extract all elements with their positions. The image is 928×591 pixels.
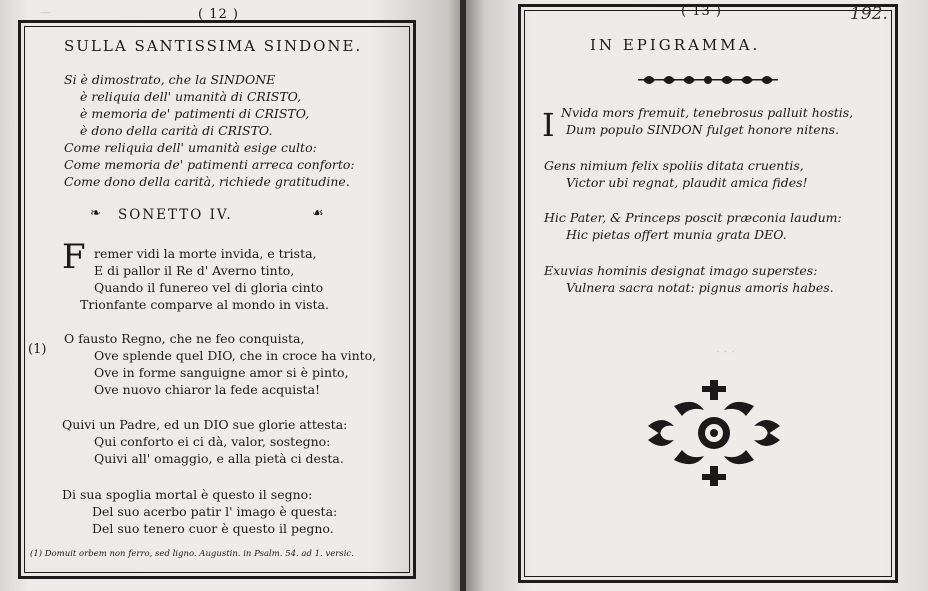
right-page-title: IN EPIGRAMMA. (590, 36, 761, 54)
intro-line-1: Si è dimostrato, che la SINDONE (64, 72, 276, 87)
intro-line-7: Come dono della carità, richiede gratitudine. (64, 174, 350, 189)
stanza2-line-2: Ove splende quel DIO, che in croce ha vinto, (94, 348, 377, 363)
footnote-marker: (1) (28, 342, 47, 357)
stanza1-line-2: E di pallor il Re d' Averno tinto, (94, 263, 295, 278)
couplet4-line-1: Exuvias hominis designat imago superstes: (544, 263, 818, 278)
stanza4-line-3: Del suo tenero cuor è questo il pegno. (92, 521, 334, 536)
stanza3-line-1: Quivi un Padre, ed un DIO sue glorie attesta: (62, 417, 348, 432)
intro-line-2: è reliquia dell' umanità di CRISTO, (80, 89, 302, 104)
sonetto-title: SONETTO IV. (118, 207, 233, 223)
header-ornament-icon (638, 70, 778, 90)
couplet4-line-2: Vulnera sacra notat: pignus amoris habes. (566, 280, 834, 295)
intro-line-4: è dono della carità di CRISTO. (80, 123, 273, 138)
left-page-number: ( 12 ) (198, 7, 239, 22)
right-page: ( 13 ) 192. IN EPIGRAMMA. I Nvida mors fremuit, tenebrosus palluit hostis, Dum populo SINDON fulget honore nitens. Gens nimium felix spoliis ditata cruentis, Victor ubi regnat, plaudit amica fides! Hic Pater, & Princeps poscit præconia laudum: Hic pietas offert munia grata DEO. Exuvias hominis designat imago superstes: Vulnera sacra notat: pignus amoris habes. · · · (466, 0, 928, 591)
stanza4-line-1: Di sua spoglia mortal è questo il segno: (62, 487, 313, 502)
handwritten-folio-number: 192. (850, 4, 888, 24)
tailpiece-ornament-icon (644, 378, 784, 488)
right-fleuron-icon: ☙ (312, 206, 324, 221)
intro-line-5: Come reliquia dell' umanità esige culto: (64, 140, 317, 155)
stanza1-line-1: remer vidi la morte invida, e trista, (94, 246, 317, 261)
intro-line-3: è memoria de' patimenti di CRISTO, (80, 106, 310, 121)
stanza1-line-3: Quando il funereo vel di gloria cinto (94, 280, 324, 295)
footnote: (1) Domuit orbem non ferro, sed ligno. Augustin. in Psalm. 54. ad 1. versic. (30, 549, 354, 559)
couplet1-line-1: Nvida mors fremuit, tenebrosus palluit hostis, (561, 105, 854, 120)
couplet3-line-2: Hic pietas offert munia grata DEO. (566, 227, 787, 242)
epigram-dropcap: I (542, 106, 555, 144)
sonetto-dropcap: F (62, 237, 86, 277)
stanza3-line-3: Quivi all' omaggio, e alla pietà ci desta. (94, 451, 344, 466)
couplet2-line-2: Victor ubi regnat, plaudit amica fides! (566, 175, 808, 190)
left-fleuron-icon: ❧ (90, 206, 101, 221)
stanza2-line-3: Ove in forme sanguigne amor si è pinto, (94, 365, 349, 380)
stanza2-line-4: Ove nuovo chiaror la fede acquista! (94, 382, 321, 397)
stanza2-line-1: O fausto Regno, che ne feo conquista, (64, 331, 305, 346)
stanza1-line-4: Trionfante comparve al mondo in vista. (80, 297, 329, 312)
stanza4-line-2: Del suo acerbo patir l' imago è questa: (92, 504, 338, 519)
intro-line-6: Come memoria de' patimenti arreca conforto: (64, 157, 355, 172)
couplet2-line-1: Gens nimium felix spoliis ditata cruentis, (544, 158, 804, 173)
left-page: — ( 12 ) SULLA SANTISSIMA SINDONE. Si è dimostrato, che la SINDONE è reliquia dell' umanità di CRISTO, è memoria de' patimenti di CRISTO, è dono della carità di CRISTO. Come reliquia dell' umanità esige culto: Come memoria de' patimenti arreca conforto: Come dono della carità, richiede gratitudine. ❧ SONETTO IV. ☙ F remer vidi la morte invida, e trista, E di pallor il Re d' Averno tinto, Quando il funereo vel di gloria cinto Trionfante comparve al mondo in vista. (1) O fausto Regno, che ne feo conquista, Ove splende quel DIO, che in croce ha vinto, Ove in forme sanguigne amor si è pinto, Ove nuovo chiaror la fede acquista! Quivi un Padre, ed un DIO sue glorie attesta: Qui conforto ei ci dà, valor, sostegno: Quivi all' omaggio, e alla pietà ci desta. Di sua spoglia mortal è questo il segno: Del suo acerbo patir l' imago è questa: Del suo tenero cuor è questo il pegno. (1) Domuit orbem non ferro, sed ligno. Augustin. in Psalm. 54. ad 1. versic. (0, 0, 462, 591)
right-page-number: ( 13 ) (681, 4, 722, 19)
stanza3-line-2: Qui conforto ei ci dà, valor, sostegno: (94, 434, 331, 449)
couplet1-line-2: Dum populo SINDON fulget honore nitens. (566, 122, 840, 137)
left-page-title: SULLA SANTISSIMA SINDONE. (64, 37, 363, 55)
couplet3-line-1: Hic Pater, & Princeps poscit præconia laudum: (544, 210, 842, 225)
